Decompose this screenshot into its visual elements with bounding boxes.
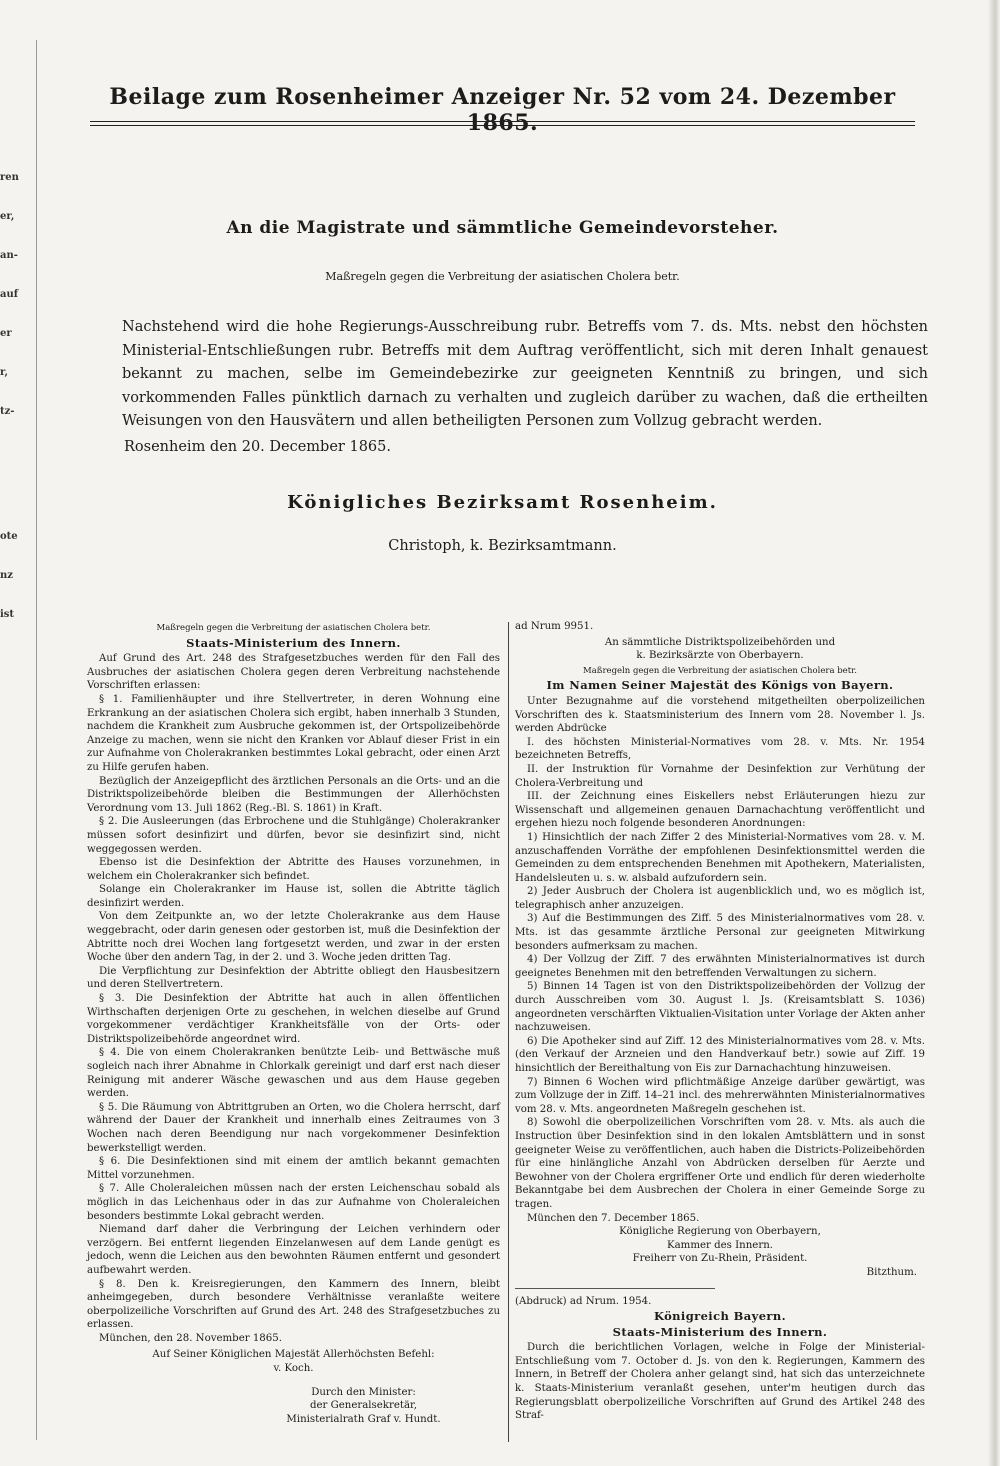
paragraph: § 5. Die Räumung von Abtrittgruben an Orten, wo die Cholera herrscht, darf während der Dauer der Krankheit und innerhalb eines Zeitraumes von 3 Wochen nach deren Beendigung nur nach vorgekommener Desinfektion bewerkstelligt werden.: [87, 1101, 500, 1154]
minister-line: Durch den Minister:: [311, 1386, 416, 1398]
paragraph: Solange ein Cholerakranker im Hause ist, sollen die Abtritte täglich desinfizirt werden.: [87, 884, 500, 909]
paragraph: § 2. Die Ausleerungen (das Erbrochene und die Stuhlgänge) Cholerakranker müssen sofort desinfizirt und dürfen, bevor sie desinfizirt sind, nicht weggegossen werden.: [87, 816, 500, 855]
margin-fragment: nz: [0, 570, 13, 581]
paragraph: III. der Zeichnung eines Eiskellers nebst Erläuterungen hiezu zur Wissenschaft und allgemeinen genauen Darnachachtung veröffentlicht und ergehen hiezu noch folgende besonderen Anordnungen:: [515, 791, 925, 830]
president-signature: Freiherr von Zu-Rhein, Präsident.: [632, 1253, 808, 1265]
margin-fragment: an-: [0, 250, 18, 261]
paragraph: Auf Grund des Art. 248 des Strafgesetzbuches werden für den Fall des Ausbruches der asiatischen Cholera gegen deren Verbreitung nachstehende Vorschriften erlassen:: [87, 653, 500, 692]
ministry-heading: Staats-Ministerium des Innern.: [612, 1324, 828, 1339]
right-column: [515, 620, 925, 1423]
paragraph: Bezüglich der Anzeigepflicht des ärztlichen Personals an die Orts- und an die Distriktspolizeibehörde bleiben die Bestimmungen der Allerhöchsten Verordnung vom 13. Juli 1862 (Reg.-Bl. S. 1861) in Kraft.: [87, 775, 500, 814]
paragraph: 8) Sowohl die oberpolizeilichen Vorschriften vom 28. v. Mts. als auch die Instruction über Desinfektion sind in den lokalen Amtsblättern und in sonst geeigneter Weise zu veröffentlichen, auch haben die Districts-Polizeibehörden für eine hinlängliche Anzahl von Abdrücken derselben für Aerzte und Bewohner von der Cholera ergriffener Orte und endlich für deren wiederholte Bekanntgabe bei dem Ausbrechen der Cholera in einer Gemeinde Sorge zu tragen.: [515, 1117, 925, 1210]
paragraph: Niemand darf daher die Verbringung der Leichen verhindern oder verzögern. Bei entfernt liegenden Einzelanwesen auf dem Lande genügt es jedoch, wenn die Leichen aus den bewohnten Räumen entfernt und gesondert aufbewahrt werden.: [87, 1224, 500, 1276]
secretary-signature: Bitzthum.: [866, 1266, 917, 1278]
left-heading: Staats-Ministerium des Innern.: [186, 635, 401, 650]
paragraph: Ebenso ist die Desinfektion der Abtritte des Hauses vorzunehmen, in welchem ein Cholerakranker sich befindet.: [87, 857, 500, 882]
paragraph: 4) Der Vollzug der Ziff. 7 des erwähnten Ministerialnormatives ist durch geeignetes Benehmen mit den betreffenden Verwaltungen zu sichern.: [515, 954, 925, 979]
paragraph: 5) Binnen 14 Tagen ist von den Distriktspolizeibehörden der Vollzug der durch Ausschreiben vom 30. August l. Js. (Kreisamtsblatt S. 1036) angeordneten verschärften Viktualien-Visitation unter Vorlage der Akten anher nachzuweisen.: [515, 981, 925, 1034]
margin-fragment: r,: [0, 367, 9, 378]
margin-fragment: ist: [0, 609, 15, 620]
addressee: k. Bezirksärzte von Oberbayern.: [636, 650, 804, 662]
margin-fragment: ote: [0, 531, 18, 542]
margin-fragment: er: [0, 328, 12, 339]
supplement-header: Beilage zum Rosenheimer Anzeiger Nr. 52 vom 24. Dezember 1865.: [109, 84, 896, 136]
page-edge-shadow: [988, 0, 1000, 1466]
paragraph: § 4. Die von einem Cholerakranken benützte Leib- und Bettwäsche muß sogleich nach ihrer Abnahme in Chlorkalk gereinigt und darf erst nach dieser Reinigung mit anderer Wäsche gewaschen und aus dem Hause gegeben werden.: [87, 1047, 500, 1100]
paragraph: § 1. Familienhäupter und ihre Stellvertreter, in deren Wohnung eine Erkrankung an der asiatischen Cholera sich ergibt, haben innerhalb 3 Stunden, nachdem die Krankheit zum Ausbruche gekommen ist, der Ortspolizeibehörde Anzeige zu machen, wenn sie nicht den Kranken vor Ablauf dieser Frist in ein zur Aufnahme von Cholerakranken bestimmtes Lokal gebracht, oder einen Arzt zu Hilfe gerufen haben.: [87, 693, 500, 773]
notice-body: Nachstehend wird die hohe Regierungs-Ausschreibung rubr. Betreffs vom 7. ds. Mts. nebst den höchsten Ministerial-Entschließungen rubr. Betreffs mit dem Auftrag veröffentlicht, sich mit deren Inhalt genauest bekannt zu machen, selbe im Gemeindebezirke zur geeigneten Kenntniß zu bringen, und sich vorkommenden Falles pünktlich darnach zu verhalten und zugleich darüber zu wachen, daß die ertheilten Weisungen von den Hausvätern und allen betheiligten Personen zum Vollzug gebracht werden.: [122, 319, 928, 429]
notice-subtitle: Maßregeln gegen die Verbreitung der asiatischen Cholera betr.: [325, 270, 680, 283]
paragraph: München den 7. December 1865.: [527, 1212, 700, 1224]
reference-number: ad Nrum 9951.: [515, 621, 594, 632]
section-rule: [515, 1288, 715, 1289]
reference-number-2: (Abdruck) ad Nrum. 1954.: [515, 1295, 652, 1307]
paragraph: I. des höchsten Ministerial-Normatives vom 28. v. Mts. Nr. 1954 bezeichneten Betreffs,: [515, 736, 925, 762]
header-rule: [90, 121, 915, 126]
paragraph: 2) Jeder Ausbruch der Cholera ist augenblicklich und, wo es möglich ist, telegraphisch anher anzuzeigen.: [515, 886, 925, 911]
paragraph: II. der Instruktion für Vornahme der Desinfektion zur Verhütung der Cholera-Verbreitung und: [515, 763, 925, 789]
paragraph: 7) Binnen 6 Wochen wird pflichtmäßige Anzeige darüber gewärtigt, was zum Vollzuge der in Ziff. 14–21 incl. des mehrerwähnten Ministerialnormatives vom 28. v. Mts. angeordneten Maßregeln geschehen ist.: [515, 1076, 925, 1115]
notice-signer: Christoph, k. Bezirksamtmann.: [388, 538, 617, 554]
notice-date: Rosenheim den 20. December 1865.: [124, 439, 391, 455]
paragraph: 1) Hinsichtlich der nach Ziffer 2 des Ministerial-Normatives vom 28. v. M. anzuschaffenden Vorräthe der empfohlenen Desinfektionsmittel werden die Gemeinden zu dem entsprechenden Benehmen mit Apothekern, Materialisten, Handelsleuten u. s. w. alsbald aufzufordern sein.: [515, 831, 925, 884]
column-divider: [508, 622, 509, 1442]
paragraph: 3) Auf die Bestimmungen des Ziff. 5 des Ministerialnormatives vom 28. v. Mts. ist das gesammte ärztliche Personal zur geeigneten Mitwirkung besonders aufmerksam zu machen.: [515, 913, 925, 952]
margin-fragment: er,: [0, 211, 15, 222]
paragraph: Unter Bezugnahme auf die vorstehend mitgetheilten oberpolizeilichen Vorschriften des k. Staatsministerium des Innern vom 28. November l. Js. werden Abdrücke: [515, 695, 925, 735]
royal-command: Auf Seiner Königlichen Majestät Allerhöchsten Befehl:: [152, 1349, 435, 1361]
paragraph: Durch die berichtlichen Vorlagen, welche in Folge der Ministerial-Entschließung vom 7. October d. Js. von den k. Regierungen, Kammern des Innern, in Betreff der Cholera anher gelangt sind, hat sich das unterzeichnete k. Staats-Ministerium veranlaßt gesehen, unter'm heutigen durch das Regierungsblatt oberpolizeiliche Vorschriften auf Grund des Artikel 248 des Straf-: [515, 1342, 925, 1422]
office-title: Königliches Bezirksamt Rosenheim.: [287, 492, 718, 513]
right-subtitle: Maßregeln gegen die Verbreitung der asiatischen Cholera betr.: [583, 665, 857, 676]
government-line: Kammer des Innern.: [666, 1239, 773, 1251]
government-line: Königliche Regierung von Oberbayern,: [619, 1226, 821, 1238]
paragraph: Von dem Zeitpunkte an, wo der letzte Cholerakranke aus dem Hause weggebracht, oder darin genesen oder gestorben ist, muß die Desinfektion der Abtritte noch drei Wochen lang fortgesetzt werden, und zwar in der ersten Woche über den andern Tag, in der 2. und 3. Woche jeden dritten Tag.: [87, 911, 500, 964]
paragraph: Die Verpflichtung zur Desinfektion der Abtritte obliegt den Hausbesitzern und deren Stellvertretern.: [87, 965, 500, 991]
paragraph: § 3. Die Desinfektion der Abtritte hat auch in allen öffentlichen Wirthschaften derjenigen Orte zu geschehen, in welchen dieselbe auf Grund vorgekommener verdächtiger Krankheitsfälle von der Orts- oder Distriktspolizeibehörde angeordnet wird.: [87, 993, 500, 1045]
paragraph: 6) Die Apotheker sind auf Ziff. 12 des Ministerialnormatives vom 28. v. Mts. (den Verkauf der Arzneien und den Handverkauf betr.) sowie auf Ziff. 19 hinsichtlich der Bereithaltung von Eis zur Darnachachtung hinzuweisen.: [515, 1035, 925, 1074]
paragraph: München, den 28. November 1865.: [99, 1332, 282, 1344]
margin-fragment: tz-: [0, 406, 15, 417]
addressee: An sämmtliche Distriktspolizeibehörden und: [604, 636, 836, 648]
facing-page-margin-text: [0, 145, 26, 647]
paragraph: § 6. Die Desinfektionen sind mit einem der amtlich bekannt gemachten Mittel vorzunehmen.: [87, 1156, 500, 1181]
kingdom-heading: Königreich Bayern.: [653, 1309, 787, 1324]
minister-line: der Generalsekretär,: [309, 1400, 418, 1412]
notice-title: An die Magistrate und sämmtliche Gemeindevorsteher.: [226, 218, 779, 238]
left-column: [87, 620, 500, 1426]
paragraph: § 7. Alle Choleraleichen müssen nach der ersten Leichenschau sobald als möglich in das Leichenhaus oder in das zur Aufnahme von Choleraleichen besonders bestimmte Lokal gebracht werden.: [87, 1183, 500, 1222]
paragraph: § 8. Den k. Kreisregierungen, den Kammern des Innern, bleibt anheimgegeben, durch besondere Verhältnisse veranlaßte weitere oberpolizeiliche Vorschriften auf Grund des Art. 248 des Strafgesetzbuches zu erlassen.: [87, 1278, 500, 1331]
command-signer: v. Koch.: [273, 1363, 314, 1375]
margin-fragment: auf: [0, 289, 19, 300]
margin-fragment: ren: [0, 172, 19, 183]
minister-line: Ministerialrath Graf v. Hundt.: [286, 1413, 441, 1425]
gutter-line: [36, 40, 37, 1440]
left-subtitle: Maßregeln gegen die Verbreitung der asiatischen Cholera betr.: [156, 623, 431, 633]
right-heading: Im Namen Seiner Majestät des Königs von Bayern.: [546, 678, 894, 693]
